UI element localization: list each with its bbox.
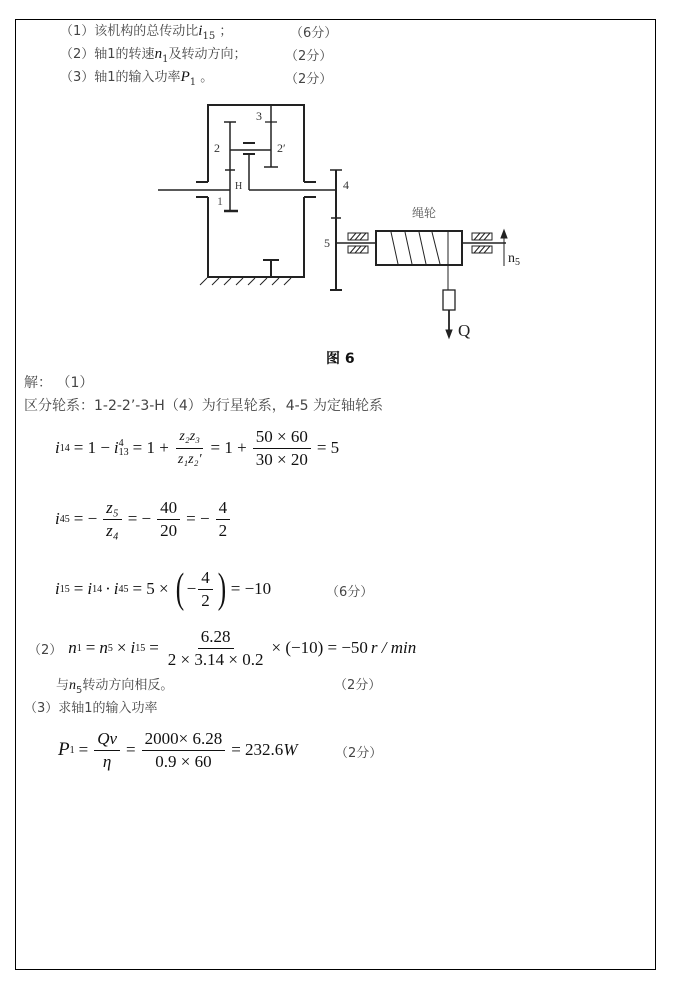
question-var: P bbox=[180, 69, 190, 85]
numerator: Qv bbox=[94, 729, 120, 751]
question-2-score: （2分） bbox=[285, 49, 333, 64]
part3-heading: （3）求轴1的输入功率 bbox=[24, 701, 158, 716]
question-1-score: （6分） bbox=[290, 26, 338, 41]
label-speed: $n_5$ bbox=[508, 251, 520, 268]
eq-op: = bbox=[73, 579, 84, 598]
eq-op: = bbox=[126, 740, 136, 759]
denominator: 2 bbox=[218, 520, 228, 540]
question-suffix: 及转动方向； bbox=[168, 47, 247, 62]
question-number: （3） bbox=[60, 70, 95, 85]
equation-i15 bbox=[55, 566, 271, 612]
right-paren: ) bbox=[217, 566, 226, 612]
question-var: i bbox=[198, 23, 203, 39]
question-var-sub: 1 bbox=[162, 54, 169, 65]
fraction-values bbox=[157, 498, 180, 541]
question-text: 轴1的输入功率 bbox=[94, 70, 181, 85]
eq-symbol: i bbox=[55, 509, 60, 528]
fraction-z bbox=[175, 427, 205, 470]
eq-sub: 1 bbox=[76, 642, 82, 654]
part-label: （2） bbox=[28, 642, 63, 658]
denominator: z₄ bbox=[106, 520, 119, 540]
numerator: 50 × 60 bbox=[253, 427, 311, 449]
fraction-z bbox=[103, 498, 122, 541]
label-gear-5: 5 bbox=[324, 236, 330, 250]
label-gear-1: 1 bbox=[217, 194, 223, 208]
eq-sub: 15 bbox=[59, 583, 70, 595]
eq-sub: 13 bbox=[118, 447, 129, 458]
eq-op: = bbox=[149, 638, 159, 657]
eq-op: = − bbox=[127, 509, 152, 528]
eq-result: × (−10) = −50 bbox=[271, 638, 368, 657]
denominator: z₁z₂′ bbox=[177, 451, 202, 467]
eq-symbol: i bbox=[130, 638, 136, 657]
eq-symbol: n bbox=[68, 638, 77, 657]
eq-op: = bbox=[85, 638, 96, 657]
eq-sub: 1 bbox=[69, 744, 75, 756]
eq-result: = −10 bbox=[230, 579, 272, 598]
eq-op: = 1 − bbox=[73, 438, 110, 457]
label-carrier-H: H bbox=[235, 181, 243, 192]
question-text: 轴1的转速 bbox=[94, 47, 155, 62]
question-2 bbox=[60, 45, 246, 69]
eq-unit: W bbox=[283, 740, 298, 759]
question-var: n bbox=[154, 46, 163, 62]
equation-i45 bbox=[55, 496, 232, 542]
eq-sub: 14 bbox=[92, 583, 103, 595]
numerator: 4 bbox=[216, 498, 231, 520]
equation-i14 bbox=[55, 425, 339, 471]
eq-sup: 4 bbox=[118, 438, 124, 449]
fraction-values bbox=[198, 568, 213, 611]
note-var: n bbox=[69, 678, 77, 693]
eq-sub: 15 bbox=[135, 642, 146, 654]
question-number: （2） bbox=[60, 47, 95, 62]
fraction-formula bbox=[94, 729, 120, 772]
numerator: z₂z₃ bbox=[176, 427, 203, 449]
numerator: 4 bbox=[198, 568, 213, 590]
eq-sub: 5 bbox=[107, 642, 113, 654]
part3-score: （2分） bbox=[335, 746, 383, 761]
denominator: 2 bbox=[201, 590, 210, 610]
denominator: 0.9 × 60 bbox=[155, 751, 212, 771]
numerator: 6.28 bbox=[198, 627, 234, 649]
eq-sub: 14 bbox=[59, 442, 70, 454]
label-gear-4: 4 bbox=[343, 178, 349, 192]
label-gear-2prime: 2′ bbox=[277, 141, 286, 155]
equation-n1 bbox=[28, 625, 416, 671]
eq-op: = 1 + bbox=[132, 438, 169, 457]
housing-lower bbox=[208, 197, 304, 277]
denominator: 20 bbox=[160, 520, 178, 540]
eq-op: × bbox=[116, 638, 127, 657]
eq-sub: 45 bbox=[118, 583, 129, 595]
numerator: z₅ bbox=[103, 498, 122, 520]
figure-caption: 图 6 bbox=[326, 351, 355, 367]
direction-note bbox=[56, 674, 173, 696]
solution-classify: 区分轮系：1-2-2’-3-H（4）为行星轮系，4-5 为定轴轮系 bbox=[24, 398, 384, 414]
eq3-score: （6分） bbox=[326, 585, 374, 600]
question-1 bbox=[60, 22, 232, 46]
equation-P1 bbox=[58, 727, 297, 773]
note-text: 与 bbox=[56, 678, 70, 693]
eq-symbol: i bbox=[113, 579, 119, 598]
numerator: 40 bbox=[157, 498, 180, 520]
denominator: 30 × 20 bbox=[255, 449, 308, 469]
label-gear-3: 3 bbox=[256, 109, 262, 123]
label-load: Q bbox=[458, 321, 471, 340]
question-3 bbox=[60, 68, 213, 92]
solution-heading: 解： （1） bbox=[24, 375, 94, 391]
question-suffix: 。 bbox=[196, 70, 214, 85]
eq-symbol: i bbox=[113, 438, 119, 457]
denominator: 2 × 3.14 × 0.2 bbox=[167, 649, 264, 669]
label-drum: 绳轮 bbox=[412, 206, 437, 220]
label-gear-2: 2 bbox=[214, 141, 220, 155]
eq-result: = 5 bbox=[316, 438, 340, 457]
question-number: （1） bbox=[60, 24, 95, 39]
eq-symbol: n bbox=[99, 638, 108, 657]
denominator: η bbox=[102, 751, 112, 771]
part2-score: （2分） bbox=[334, 678, 382, 693]
eq-op: · bbox=[105, 579, 111, 598]
fraction-values bbox=[165, 627, 267, 670]
eq-symbol: P bbox=[58, 739, 70, 760]
note-text: 转动方向相反。 bbox=[82, 678, 174, 693]
eq-op: = 1 + bbox=[210, 438, 247, 457]
eq-unit: r / min bbox=[370, 638, 417, 657]
eq-symbol: i bbox=[55, 438, 60, 457]
question-var-sub: 1 bbox=[189, 77, 197, 88]
question-var-sub: 15 bbox=[202, 31, 216, 42]
eq-op: − bbox=[186, 579, 197, 598]
eq-result: = 232.6 bbox=[231, 740, 284, 759]
gear-train-diagram bbox=[150, 98, 540, 348]
eq-symbol: i bbox=[87, 579, 93, 598]
left-paren: ( bbox=[175, 566, 184, 612]
fraction-values bbox=[253, 427, 311, 470]
fraction-values bbox=[142, 729, 226, 772]
fraction-simplified bbox=[216, 498, 231, 541]
question-suffix: ； bbox=[215, 24, 233, 39]
eq-sub: 45 bbox=[59, 513, 70, 525]
question-text: 该机构的总传动比 bbox=[94, 24, 199, 39]
eq-symbol: i bbox=[55, 579, 60, 598]
eq-op: = − bbox=[73, 509, 98, 528]
question-3-score: （2分） bbox=[285, 72, 333, 87]
eq-op: = 5 × bbox=[132, 579, 169, 598]
eq-op: = − bbox=[186, 509, 210, 528]
note-sub: 5 bbox=[76, 685, 83, 696]
numerator: 2000× 6.28 bbox=[142, 729, 226, 751]
eq-op: = bbox=[78, 740, 89, 759]
